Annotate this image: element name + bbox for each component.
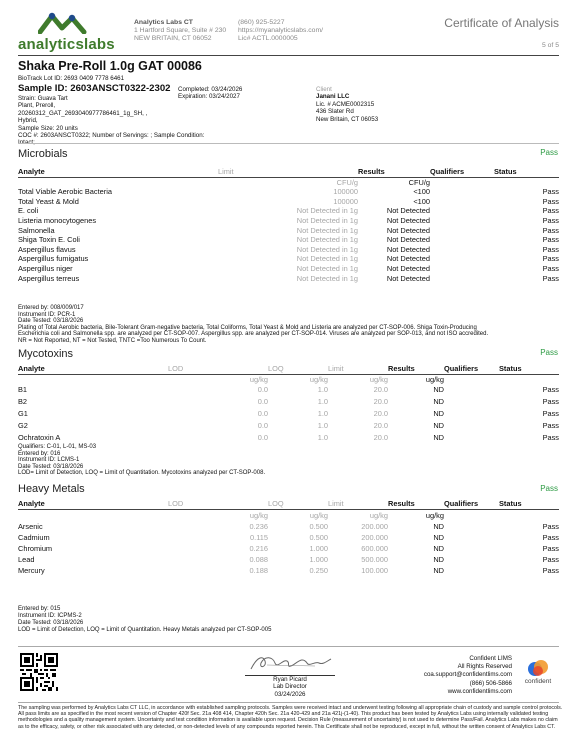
- qualifiers: [444, 532, 499, 543]
- units-row: [18, 509, 559, 521]
- col-limit: Limit: [328, 364, 388, 374]
- result: ND: [433, 421, 444, 431]
- limit: 20.0: [373, 433, 388, 443]
- client-name: Janani LLC: [316, 93, 350, 101]
- col-loq: LOQ: [268, 364, 328, 374]
- analyte: Aspergillus terreus: [18, 273, 80, 283]
- loq: 0.250: [309, 565, 328, 575]
- microbials-status: Pass: [540, 148, 558, 157]
- qualifiers: [430, 216, 494, 226]
- limit: Not Detected in 1g: [296, 273, 358, 283]
- microbials-title: Microbials: [18, 148, 68, 160]
- qualifiers: [444, 396, 499, 408]
- note-line: Entered by: 016: [18, 450, 61, 457]
- table-row: [18, 420, 559, 432]
- limit: 100.000: [361, 565, 388, 575]
- limit: 20.0: [373, 385, 388, 395]
- expiration-date: Expiration: 03/24/2027: [178, 93, 240, 101]
- limit: Not Detected in 1g: [296, 254, 358, 264]
- logo-bars-icon: [38, 12, 98, 34]
- result: ND: [433, 554, 444, 564]
- client-address-2: New Britain, CT 06053: [316, 115, 379, 123]
- limit-unit: CFU/g: [336, 177, 358, 187]
- analyte: Chromium: [18, 543, 53, 553]
- qualifiers: [430, 226, 494, 236]
- limit: 100000: [333, 196, 358, 206]
- analyte: Total Yeast & Mold: [18, 196, 79, 206]
- result: <100: [413, 187, 430, 197]
- signature: [245, 651, 335, 675]
- microbials-table: [18, 167, 559, 283]
- qualifiers: [430, 264, 494, 274]
- qualifiers: [444, 420, 499, 432]
- heavy-metals-table: [18, 499, 559, 576]
- status: Pass: [542, 187, 559, 197]
- qualifiers: [444, 543, 499, 554]
- status: Pass: [542, 543, 559, 553]
- analyte: Ochratoxin A: [18, 433, 61, 443]
- analyte: E. coli: [18, 206, 39, 216]
- lod: 0.0: [257, 397, 268, 407]
- limit: 20.0: [373, 397, 388, 407]
- analyte: Listeria monocytogenes: [18, 215, 97, 225]
- limit: 100000: [333, 187, 358, 197]
- status: Pass: [542, 554, 559, 564]
- table-row: [18, 216, 559, 226]
- lab-website[interactable]: https://myanalyticslabs.com/: [238, 27, 323, 34]
- limit: 20.0: [373, 409, 388, 419]
- table-row: [18, 187, 559, 197]
- status: Pass: [542, 196, 559, 206]
- signer-title: Lab Director: [273, 683, 307, 691]
- note-line: Qualifiers: C-01, L-01, MS-03: [18, 444, 97, 450]
- limit: Not Detected in 1g: [296, 235, 358, 245]
- qualifiers: [444, 565, 499, 576]
- result: Not Detected: [386, 206, 430, 216]
- loq: 1.000: [309, 554, 328, 564]
- analyte: Mercury: [18, 565, 45, 575]
- col-results: Results: [358, 167, 430, 177]
- limit-unit: ug/kg: [369, 374, 388, 384]
- note-line: Escherichia coli and Salmonella spp. are analyzed per CT-SOP-007. Aspergillus spp. are analyzed per CT-SOP-014. Viruses are analyzed per SOP-013, and not ISO accredited.: [18, 331, 489, 338]
- table-header-row: [18, 364, 559, 374]
- analyte: G1: [18, 409, 28, 419]
- lod: 0.216: [249, 543, 268, 553]
- qualifiers: [444, 384, 499, 396]
- biotrack-id: BioTrack Lot ID: 2693 0409 7778 6461: [18, 75, 125, 82]
- qualifiers: [444, 408, 499, 420]
- col-lod: LOD: [168, 499, 268, 509]
- sample-size: Sample Size: 20 units: [18, 124, 78, 132]
- analyte: B2: [18, 397, 28, 407]
- qualifiers: [444, 432, 499, 444]
- lab-name: Analytics Labs CT: [134, 19, 193, 26]
- units-row: [18, 374, 559, 384]
- confident-phone: (866) 506-5866: [469, 679, 512, 687]
- status: Pass: [542, 433, 559, 443]
- limit: 600.000: [361, 543, 388, 553]
- table-row: [18, 197, 559, 207]
- analyte: Lead: [18, 554, 35, 564]
- page-number: 5 of 5: [541, 42, 559, 49]
- analyte: Shiga Toxin E. Coli: [18, 235, 80, 245]
- col-results: Results: [388, 364, 444, 374]
- lod-unit: ug/kg: [249, 374, 268, 384]
- lod: 0.088: [249, 554, 268, 564]
- results-unit: ug/kg: [425, 510, 444, 520]
- note-line: LOD = Limit of Detection, LOQ = Limit of Quantitation. Heavy Metals analyzed per CT-SOP-005: [18, 627, 272, 633]
- loq: 1.000: [309, 543, 328, 553]
- col-loq: LOQ: [268, 499, 328, 509]
- limit: Not Detected in 1g: [296, 263, 358, 273]
- qr-code-icon: [20, 653, 58, 691]
- lod: 0.0: [257, 409, 268, 419]
- qualifiers: [444, 554, 499, 565]
- classification: Hybrid,: [18, 117, 38, 125]
- qualifiers: [430, 197, 494, 207]
- table-row: [18, 235, 559, 245]
- status: Pass: [542, 521, 559, 531]
- status: Pass: [542, 409, 559, 419]
- col-analyte: Analyte: [18, 364, 168, 374]
- lod: 0.0: [257, 385, 268, 395]
- result: Not Detected: [386, 225, 430, 235]
- analyte: B1: [18, 385, 28, 395]
- lod: 0.188: [249, 565, 268, 575]
- analyte: Arsenic: [18, 521, 43, 531]
- table-row: [18, 532, 559, 543]
- lod-unit: ug/kg: [249, 510, 268, 520]
- result: Not Detected: [386, 244, 430, 254]
- result: ND: [433, 543, 444, 553]
- client-license: Lic. # ACME0002315: [316, 100, 375, 108]
- table-row: [18, 254, 559, 264]
- analyte: Total Viable Aerobic Bacteria: [18, 187, 112, 197]
- client-address-1: 436 Slater Rd: [316, 108, 354, 116]
- confident-website[interactable]: www.confidentlims.com: [447, 687, 512, 695]
- qr-code[interactable]: [20, 653, 58, 691]
- status: Pass: [542, 244, 559, 254]
- heavy-metals-notes: [18, 606, 563, 634]
- note-line: Instrument ID: ICPMS-2: [18, 613, 82, 619]
- table-header-row: [18, 167, 559, 177]
- result: ND: [433, 532, 444, 542]
- table-row: [18, 274, 559, 284]
- table-row: [18, 554, 559, 565]
- microbials-notes: [18, 305, 563, 345]
- mycotoxins-status: Pass: [540, 348, 558, 357]
- lod: 0.115: [250, 532, 268, 542]
- loq: 0.500: [309, 532, 328, 542]
- note-line: NR = Not Reported, NT = Not Tested, TNTC =Too Numerous To Count.: [18, 337, 207, 344]
- confident-logo-icon: [528, 659, 548, 677]
- qualifiers: [430, 206, 494, 216]
- confident-rights: All Rights Reserved: [457, 663, 512, 671]
- qualifiers: [444, 521, 499, 532]
- col-qualifiers: Qualifiers: [430, 167, 494, 177]
- mycotoxins-table: [18, 364, 559, 444]
- note-line: Instrument ID: LCMS-1: [18, 457, 80, 464]
- col-results: Results: [388, 499, 444, 509]
- note-line: Instrument ID: PCR-1: [18, 311, 76, 318]
- result: Not Detected: [386, 235, 430, 245]
- logo-wordmark: analyticslabs: [18, 36, 115, 53]
- status: Pass: [542, 397, 559, 407]
- col-qualifiers: Qualifiers: [444, 364, 499, 374]
- loq: 0.500: [309, 521, 328, 531]
- col-status: Status: [499, 499, 559, 509]
- lab-address-1: 1 Hartford Square, Suite # 230: [134, 27, 227, 34]
- note-line: Date Tested: 03/18/2026: [18, 318, 84, 325]
- lod: 0.0: [257, 421, 268, 431]
- heavy-metals-title: Heavy Metals: [18, 483, 85, 495]
- table-row: [18, 521, 559, 532]
- loq-unit: ug/kg: [309, 374, 328, 384]
- limit: 500.000: [361, 554, 388, 564]
- note-line: Entered by: 008/009/017: [18, 305, 84, 311]
- signature-date: 03/24/2026: [274, 690, 306, 698]
- loq: 1.0: [317, 433, 328, 443]
- lab-address-2: NEW BRITAIN, CT 06052: [134, 35, 212, 42]
- status: Pass: [542, 225, 559, 235]
- result: ND: [433, 385, 444, 395]
- table-row: [18, 384, 559, 396]
- note-line: Plating of Total Aerobic bacteria, Bile-Tolerant Gram-negative bacteria, Total Coliforms, Total Yeast & Mold and Listeria are analyzed per CT-SOP-006. Shiga Toxin-Producing: [18, 324, 477, 331]
- status: Pass: [542, 273, 559, 283]
- col-lod: LOD: [168, 364, 268, 374]
- product-type: Plant, Preroll,: [18, 102, 56, 110]
- confident-email[interactable]: coa.support@confidentlims.com: [423, 671, 512, 679]
- lab-license: Lic# ACTL.0000005: [238, 35, 298, 42]
- loq: 1.0: [317, 409, 328, 419]
- units-row: [18, 177, 559, 187]
- mycotoxins-title: Mycotoxins: [18, 348, 74, 360]
- analyte: Cadmium: [18, 532, 50, 542]
- result: Not Detected: [386, 263, 430, 273]
- status: Pass: [542, 263, 559, 273]
- signature-icon: [245, 651, 335, 675]
- coc-info: COC #: 2603ANSCT0322; Number of Servings: ; Sample Condition: Intact;: [18, 132, 205, 147]
- result: ND: [433, 433, 444, 443]
- product-name: Shaka Pre-Roll 1.0g GAT 00086: [18, 59, 202, 73]
- table-row: [18, 264, 559, 274]
- analyte: Salmonella: [18, 225, 55, 235]
- limit-unit: ug/kg: [369, 510, 388, 520]
- result: ND: [433, 409, 444, 419]
- table-row: [18, 396, 559, 408]
- table-row: [18, 543, 559, 554]
- lod: 0.236: [249, 521, 268, 531]
- analyte: G2: [18, 421, 28, 431]
- col-limit: Limit: [328, 499, 388, 509]
- status: Pass: [542, 254, 559, 264]
- table-row: [18, 226, 559, 236]
- col-status: Status: [494, 167, 559, 177]
- result: Not Detected: [386, 215, 430, 225]
- lab-logo: [18, 12, 123, 54]
- result: <100: [413, 196, 430, 206]
- limit: 20.0: [373, 421, 388, 431]
- limit: 200.000: [361, 532, 388, 542]
- result: Not Detected: [386, 273, 430, 283]
- sample-id: Sample ID: 2603ANSCT0322-2302: [18, 83, 171, 94]
- table-row: [18, 432, 559, 444]
- status: Pass: [542, 565, 559, 575]
- document-title: Certificate of Analysis: [444, 16, 559, 30]
- note-line: Date Tested: 03/18/2026: [18, 463, 84, 470]
- col-status: Status: [499, 364, 559, 374]
- lab-phone: (860) 925-5227: [238, 19, 285, 26]
- status: Pass: [542, 206, 559, 216]
- note-line: LOD= Limit of Detection, LOQ = Limit of Quantitation. Mycotoxins analyzed per CT-SOP-008.: [18, 470, 266, 477]
- col-analyte: Analyte: [18, 499, 168, 509]
- limit: 200.000: [361, 521, 388, 531]
- table-header-row: [18, 499, 559, 509]
- loq-unit: ug/kg: [309, 510, 328, 520]
- status: Pass: [542, 385, 559, 395]
- qualifiers: [430, 235, 494, 245]
- status: Pass: [542, 532, 559, 542]
- qualifiers: [430, 254, 494, 264]
- qualifiers: [430, 274, 494, 284]
- confident-logo-text: confident: [524, 678, 552, 685]
- confident-logo: [518, 659, 558, 689]
- client-label: Client: [316, 86, 332, 93]
- qualifiers: [430, 187, 494, 197]
- result: ND: [433, 565, 444, 575]
- result: ND: [433, 397, 444, 407]
- status: Pass: [542, 421, 559, 431]
- col-analyte: Analyte: [18, 167, 218, 177]
- results-unit: CFU/g: [408, 177, 430, 187]
- col-qualifiers: Qualifiers: [444, 499, 499, 509]
- heavy-metals-status: Pass: [540, 484, 558, 493]
- limit: Not Detected in 1g: [296, 206, 358, 216]
- table-row: [18, 565, 559, 576]
- note-line: Entered by: 015: [18, 606, 61, 612]
- results-unit: ug/kg: [425, 374, 444, 384]
- disclaimer: The sampling was performed by Analytics Labs CT LLC, in accordance with established sampling protocols. Samples were received intact and underwent testing following all appropriate chain of custody and sample control protocols. All pass limits are as specified in the most recent version of Chapter 420f Sec. 21a 408 414, Chapter 420h Sec. 21a 420-429 and 21a 421j-(1-40). This product has been tested by Analytics Labs using internally validated testing methodologies and a quality management system. Uncertainty and test condition information is available upon request. Decision Rule (measurement of uncertainty) is not used to determine Pass/Fail. Analytics Labs makes no claim as to the efficacy, safety, or other risk associated with any detected, or non-detected levels of any compounds reported herein. This Certificate shall not be reproduced, except in full, without the written consent of Analytics Labs CT.: [18, 705, 563, 730]
- status: Pass: [542, 235, 559, 245]
- table-row: [18, 206, 559, 216]
- status: Pass: [542, 215, 559, 225]
- loq: 1.0: [317, 397, 328, 407]
- loq: 1.0: [317, 385, 328, 395]
- limit: Not Detected in 1g: [296, 215, 358, 225]
- lod: 0.0: [257, 433, 268, 443]
- loq: 1.0: [317, 421, 328, 431]
- result: Not Detected: [386, 254, 430, 264]
- analyte: Aspergillus flavus: [18, 244, 76, 254]
- col-limit: Limit: [218, 167, 358, 177]
- result: ND: [433, 521, 444, 531]
- mycotoxins-notes: [18, 444, 563, 477]
- note-line: Date Tested: 03/18/2026: [18, 620, 84, 626]
- confident-name: Confident LIMS: [469, 655, 512, 662]
- qualifiers: [430, 245, 494, 255]
- signer-name: Ryan Picard: [273, 676, 307, 683]
- strain: Strain: Guava Tart: [18, 95, 68, 102]
- limit: Not Detected in 1g: [296, 244, 358, 254]
- completed-date: Completed: 03/24/2026: [178, 86, 243, 93]
- table-row: [18, 408, 559, 420]
- lot-id: 20260312_GAT_2693040977786461_1g_SH, ,: [18, 109, 148, 117]
- table-row: [18, 245, 559, 255]
- analyte: Aspergillus niger: [18, 263, 73, 273]
- analyte: Aspergillus fumigatus: [18, 254, 89, 264]
- limit: Not Detected in 1g: [296, 225, 358, 235]
